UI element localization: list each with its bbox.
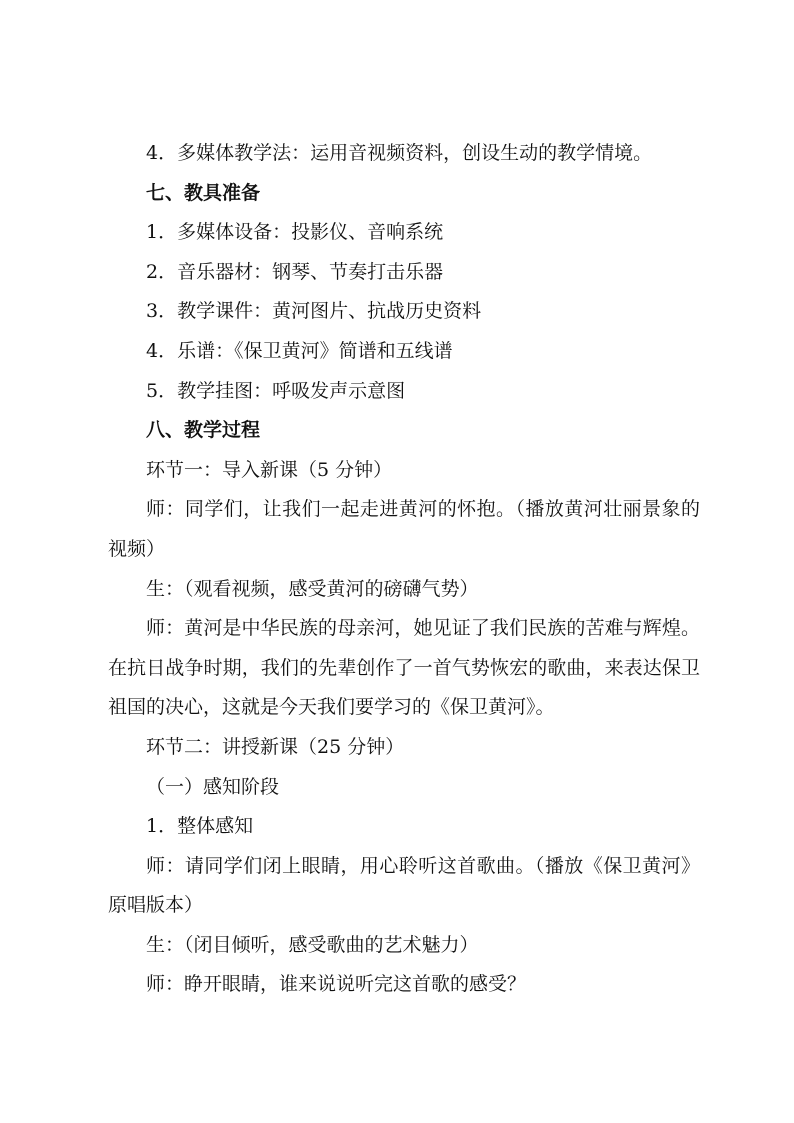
document-page	[108, 134, 700, 1005]
teaching-aid-item-3: 3．教学课件：黄河图片、抗战历史资料	[146, 300, 482, 323]
teaching-aid-item-2: 2．音乐器材：钢琴、节奏打击乐器	[146, 260, 444, 283]
section-heading-teaching-aids: 七、教具准备	[146, 181, 261, 204]
teacher-line-3: 师：请同学们闭上眼睛，用心聆听这首歌曲。（播放《保卫黄河》原唱版本）	[108, 854, 700, 917]
teaching-method-item-4: 4．多媒体教学法：运用音视频资料，创设生动的教学情境。	[146, 142, 653, 164]
teaching-aid-item-1: 1．多媒体设备：投影仪、音响系统	[146, 221, 444, 244]
teacher-line-1: 师：同学们，让我们一起走进黄河的怀抱。（播放黄河壮丽景象的视频）	[108, 498, 700, 560]
student-line-2: 生：（闭目倾听，感受歌曲的艺术魅力）	[146, 933, 479, 956]
step-item-1: 1．整体感知	[146, 815, 254, 838]
sub-stage-title: （一）感知阶段	[146, 775, 280, 798]
teaching-aid-item-5: 5．教学挂图：呼吸发声示意图	[146, 379, 406, 402]
stage-1-title: 环节一：导入新课（5 分钟）	[146, 458, 393, 481]
teacher-line-2: 师：黄河是中华民族的母亲河，她见证了我们民族的苦难与辉煌。在抗日战争时期，我们的先辈创作了一首气势恢宏的歌曲，来表达保卫祖国的决心，这就是今天我们要学习的《保卫黄河》。	[108, 617, 700, 719]
section-heading-teaching-process: 八、教学过程	[146, 419, 261, 442]
teaching-aid-item-4: 4．乐谱：《保卫黄河》简谱和五线谱	[146, 339, 453, 362]
teacher-line-4: 师：睁开眼睛，谁来说说听完这首歌的感受？	[146, 973, 527, 996]
student-line-1: 生：（观看视频，感受黄河的磅礴气势）	[146, 577, 479, 600]
stage-2-title: 环节二：讲授新课（25 分钟）	[146, 735, 405, 758]
